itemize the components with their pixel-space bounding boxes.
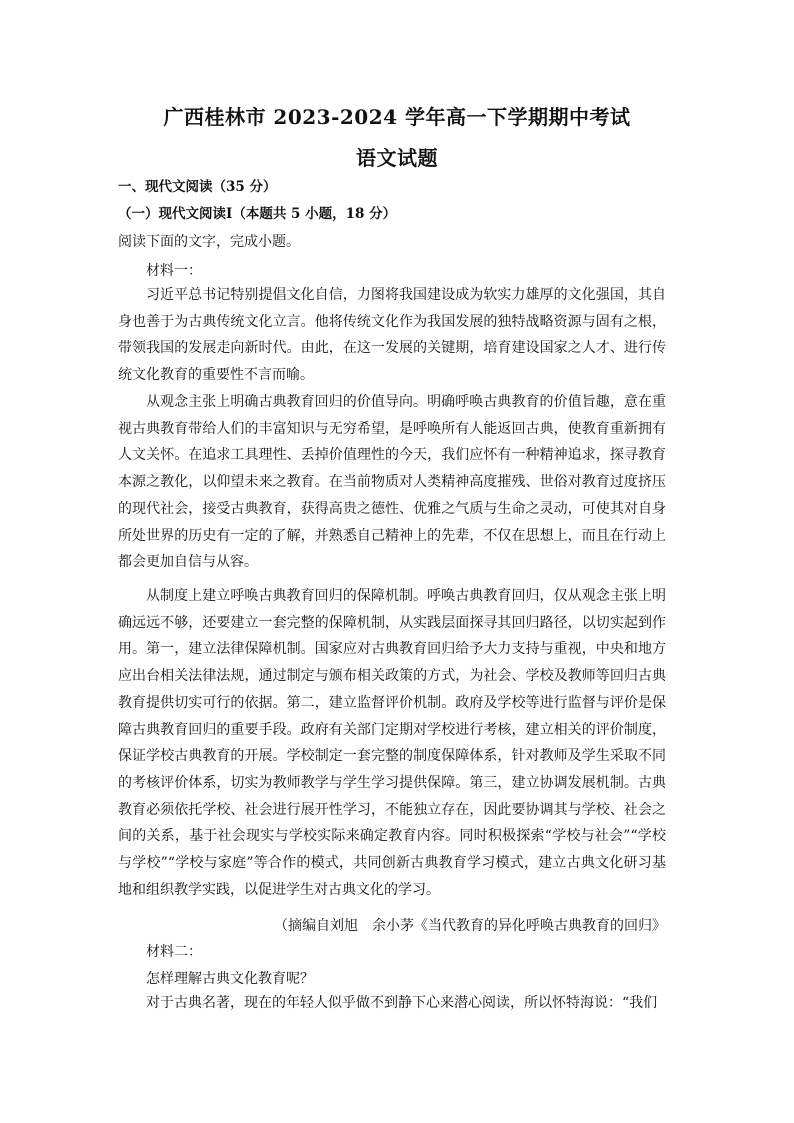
material2-paragraph-1: 对于古典名著，现在的年轻人似乎做不到静下心来潜心阅读，所以怀特海说：“我们 <box>146 995 658 1011</box>
document-subtitle: 语文试题 <box>356 146 438 170</box>
material1-paragraph-3: 从制度上建立呼唤古典教育回归的保障机制。呼唤古典教育回归，仅从观念主张上明确远远不够，还要建立一套完整的保障机制，从实践层面探寻其回归路径，以切实起到作用。第一，建立法律保障机制。国家应对古典教育回归给予大力支持与重视，中央和地方应出台相关法律法规，通过制定与颁布相关政策的方式，为社会、学校及教师等回归古典教育提供切实可行的依据。第二，建立监督评价机制。政府及学校等进行监督与评价是保障古典教育回归的重要手段。政府有关部门定期对学校进行考核，建立相关的评价制度，保证学校古典教育的开展。学校制定一套完整的制度保障体系，针对教师及学生采取不同的考核评价体系，切实为教师教学与学生学习提供保障。第三，建立协调发展机制。古典教育必须依托学校、社会进行展开性学习，不能独立存在，因此要协调其与学校、社会之间的关系，基于社会现实与学校实际来确定教育内容。同时积极探索“学校与社会”“学校与学校”“学校与家庭”等合作的模式，共同创新古典教育学习模式，建立古典文化研习基地和组织教学实践，以促进学生对古典文化的学习。 <box>118 588 666 898</box>
material1-paragraph-2: 从观念主张上明确古典教育回归的价值导向。明确呼唤古典教育的价值旨趣，意在重视古典教育带给人们的丰富知识与无穷希望，是呼唤所有人能返回古典，使教育重新拥有人文关怀。在追求工具理性、丢掉价值理性的今天，我们应怀有一种精神追求，探寻教育本源之教化，以仰望未来之教育。在当前物质对人类精神高度摧残、世俗对教育过度挤压的现代社会，接受古典教育，获得高贵之德性、优雅之气质与生命之灵动，可使其对自身所处世界的历史有一定的了解，并熟悉自己精神上的先辈，不仅在思想上，而且在行动上都会更加自信与从容。 <box>118 394 666 571</box>
material2-question: 怎样理解古典文化教育呢？ <box>146 971 314 987</box>
material1-paragraph-1: 习近平总书记特别提倡文化自信，力图将我国建设成为软实力雄厚的文化强国，其自身也善于为古典传统文化立言。他将传统文化作为我国发展的独特战略资源与固有之根，带领我国的发展走向新时代。由此，在这一发展的关键期，培育建设国家之人才、进行传统文化教育的重要性不言而喻。 <box>118 287 666 384</box>
section-heading: 一、现代文阅读（35 分） <box>118 179 277 195</box>
section-subheading: （一）现代文阅读Ⅰ（本题共 5 小题，18 分） <box>118 206 397 222</box>
material1-source: （摘编自刘旭 余小茅《当代教育的异化呼唤古典教育的回归》 <box>274 918 666 934</box>
instruction-text: 阅读下面的文字，完成小题。 <box>118 234 300 250</box>
material2-label: 材料二： <box>146 944 202 960</box>
document-title: 广西桂林市 2023-2024 学年高一下学期期中考试 <box>163 105 631 129</box>
material1-label: 材料一： <box>146 263 202 279</box>
